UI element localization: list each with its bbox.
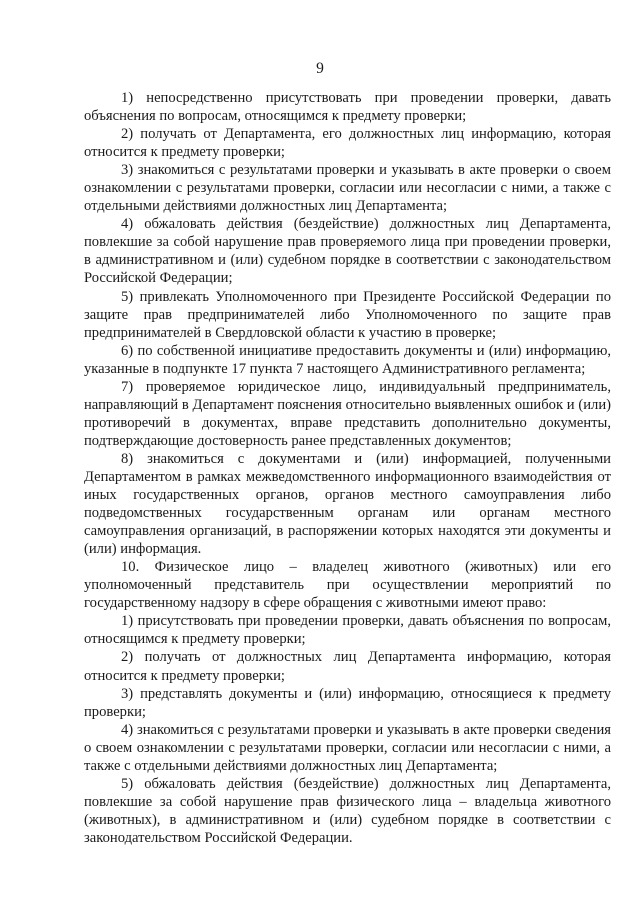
list-item: 6) по собственной инициативе предоставить документы и (или) информацию, указанные в подпункте 17 пункта 7 настоящего Административного регламента; <box>84 342 611 377</box>
list-item: 1) присутствовать при проведении проверки, давать объяснения по вопросам, относящимся к предмету проверки; <box>84 613 611 648</box>
list-item: 4) обжаловать действия (бездействие) должностных лиц Департамента, повлекшие за собой нарушение прав проверяемого лица при проведении проверки, в административном и (или) судебном порядке в соответствии с законодательством Российской Федерации; <box>84 216 611 287</box>
list-item: 2) получать от Департамента, его должностных лиц информацию, которая относится к предмету проверки; <box>84 126 611 161</box>
list-item: 1) непосредственно присутствовать при проведении проверки, давать объяснения по вопросам, относящимся к предмету проверки; <box>84 90 611 125</box>
list-item: 2) получать от должностных лиц Департамента информацию, которая относится к предмету проверки; <box>84 649 611 684</box>
list-item: 5) обжаловать действия (бездействие) должностных лиц Департамента, повлекшие за собой нарушение прав физического лица – владельца животного (животных), в административном и (или) судебном порядке в соответствии с законодательством Российской Федерации. <box>84 775 611 846</box>
list-item: 4) знакомиться с результатами проверки и указывать в акте проверки сведения о своем ознакомлении с результатами проверки, согласии или несогласии с ними, а также с отдельными действиями должностных лиц Департамента; <box>84 721 611 774</box>
list-item: 3) представлять документы и (или) информацию, относящиеся к предмету проверки; <box>84 685 611 720</box>
document-body <box>84 89 611 847</box>
list-item: 7) проверяемое юридическое лицо, индивидуальный предприниматель, направляющий в Департамент пояснения относительно выявленных ошибок и (или) противоречий в документах, вправе представить дополнительно документы, подтверждающие достоверность ранее представленных документов; <box>84 378 611 449</box>
list-item: 8) знакомиться с документами и (или) информацией, полученными Департаментом в рамках межведомственного информационного взаимодействия от иных государственных органов, органов местного самоуправления либо подведомственных государственным органам или органам местного самоуправления организаций, в распоряжении которых находятся эти документы и (или) информация. <box>84 450 611 558</box>
list-item: 3) знакомиться с результатами проверки и указывать в акте проверки о своем ознакомлении с результатами проверки, согласии или несогласии с ними, а также с отдельными действиями должностных лиц Департамента; <box>84 162 611 215</box>
list-item: 5) привлекать Уполномоченного при Президенте Российской Федерации по защите прав предпринимателей либо Уполномоченного по защите прав предпринимателей в Свердловской области к участию в проверке; <box>84 288 611 341</box>
section-paragraph: 10. Физическое лицо – владелец животного (животных) или его уполномоченный представитель при осуществлении мероприятий по государственному надзору в сфере обращения с животными имеют право: <box>84 559 611 612</box>
page-number: 9 <box>316 60 324 77</box>
